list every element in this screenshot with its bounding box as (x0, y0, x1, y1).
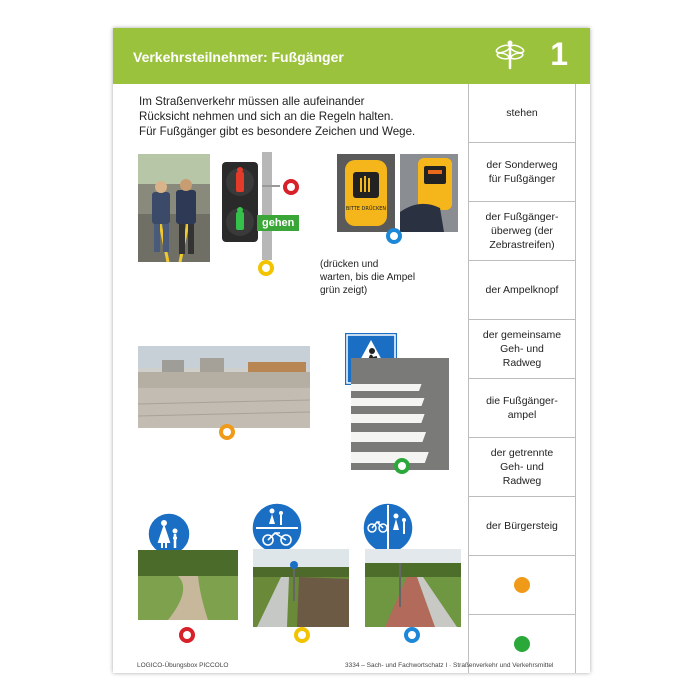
answer-item[interactable]: der Sonderweg für Fußgänger (469, 143, 575, 202)
header-bar (113, 28, 590, 84)
page-number: 1 (550, 36, 568, 72)
zebra-crossing-photo (351, 358, 449, 470)
worksheet-card (113, 28, 590, 673)
shared-path-photo (253, 549, 349, 627)
answer-item[interactable]: der gemeinsame Geh- und Radweg (469, 320, 575, 379)
page-title: Verkehrsteilnehmer: Fußgänger (133, 49, 344, 65)
answer-item[interactable]: der Bürgersteig (469, 497, 575, 556)
answer-orange-dot (514, 577, 530, 593)
button-caption (320, 258, 440, 297)
answer-item[interactable]: der Fußgänger- überweg (der Zebrastreifen) (469, 202, 575, 261)
dragonfly-icon (493, 38, 527, 72)
button-hand-photo (400, 154, 458, 232)
answer-item[interactable]: die Fußgänger- ampel (469, 379, 575, 438)
intro-line: Rücksicht nehmen und sich an die Regeln halten. (139, 110, 394, 123)
traffic-light-yellow-dot (258, 260, 274, 276)
gehen-label: gehen (257, 215, 299, 231)
footer-left: LOGICO-Übungsbox PICCOLO (137, 662, 229, 669)
answer-green-dot (514, 636, 530, 652)
shared-path-sign-icon (250, 502, 304, 554)
foot-path-photo (138, 550, 238, 620)
shared-path-yellow-dot (294, 627, 310, 643)
button-blue-dot (386, 228, 402, 244)
caption-line: warten, bis die Ampel (320, 272, 416, 283)
zebra-green-dot (394, 458, 410, 474)
traffic-light-red-dot (283, 179, 299, 195)
answer-item[interactable]: der Ampelknopf (469, 261, 575, 320)
answer-dot-cell[interactable] (469, 556, 575, 615)
separate-path-sign-icon (359, 502, 417, 554)
button-photo (337, 154, 395, 232)
answer-item[interactable]: stehen (469, 84, 575, 143)
foot-path-red-dot (179, 627, 195, 643)
sidewalk-photo (138, 346, 310, 428)
intro-line: Für Fußgänger gibt es besondere Zeichen und Wege. (139, 125, 416, 138)
caption-line: (drücken und (320, 259, 379, 270)
button-sign-text: BITTE DRÜCKEN (345, 206, 387, 212)
footer-right: 3334 – Sach- und Fachwortschatz I · Straßenverkehr und Verkehrsmittel (345, 662, 554, 669)
sidewalk-orange-dot (219, 424, 235, 440)
separate-path-photo (365, 549, 461, 627)
answer-column (468, 84, 576, 673)
pedestrian-traffic-light (218, 152, 308, 260)
children-crossing-photo (138, 154, 210, 262)
separate-path-blue-dot (404, 627, 420, 643)
intro-text (139, 94, 469, 139)
intro-line: Im Straßenverkehr müssen alle aufeinander (139, 95, 365, 108)
caption-line: grün zeigt) (320, 285, 368, 296)
answer-item[interactable]: der getrennte Geh- und Radweg (469, 438, 575, 497)
